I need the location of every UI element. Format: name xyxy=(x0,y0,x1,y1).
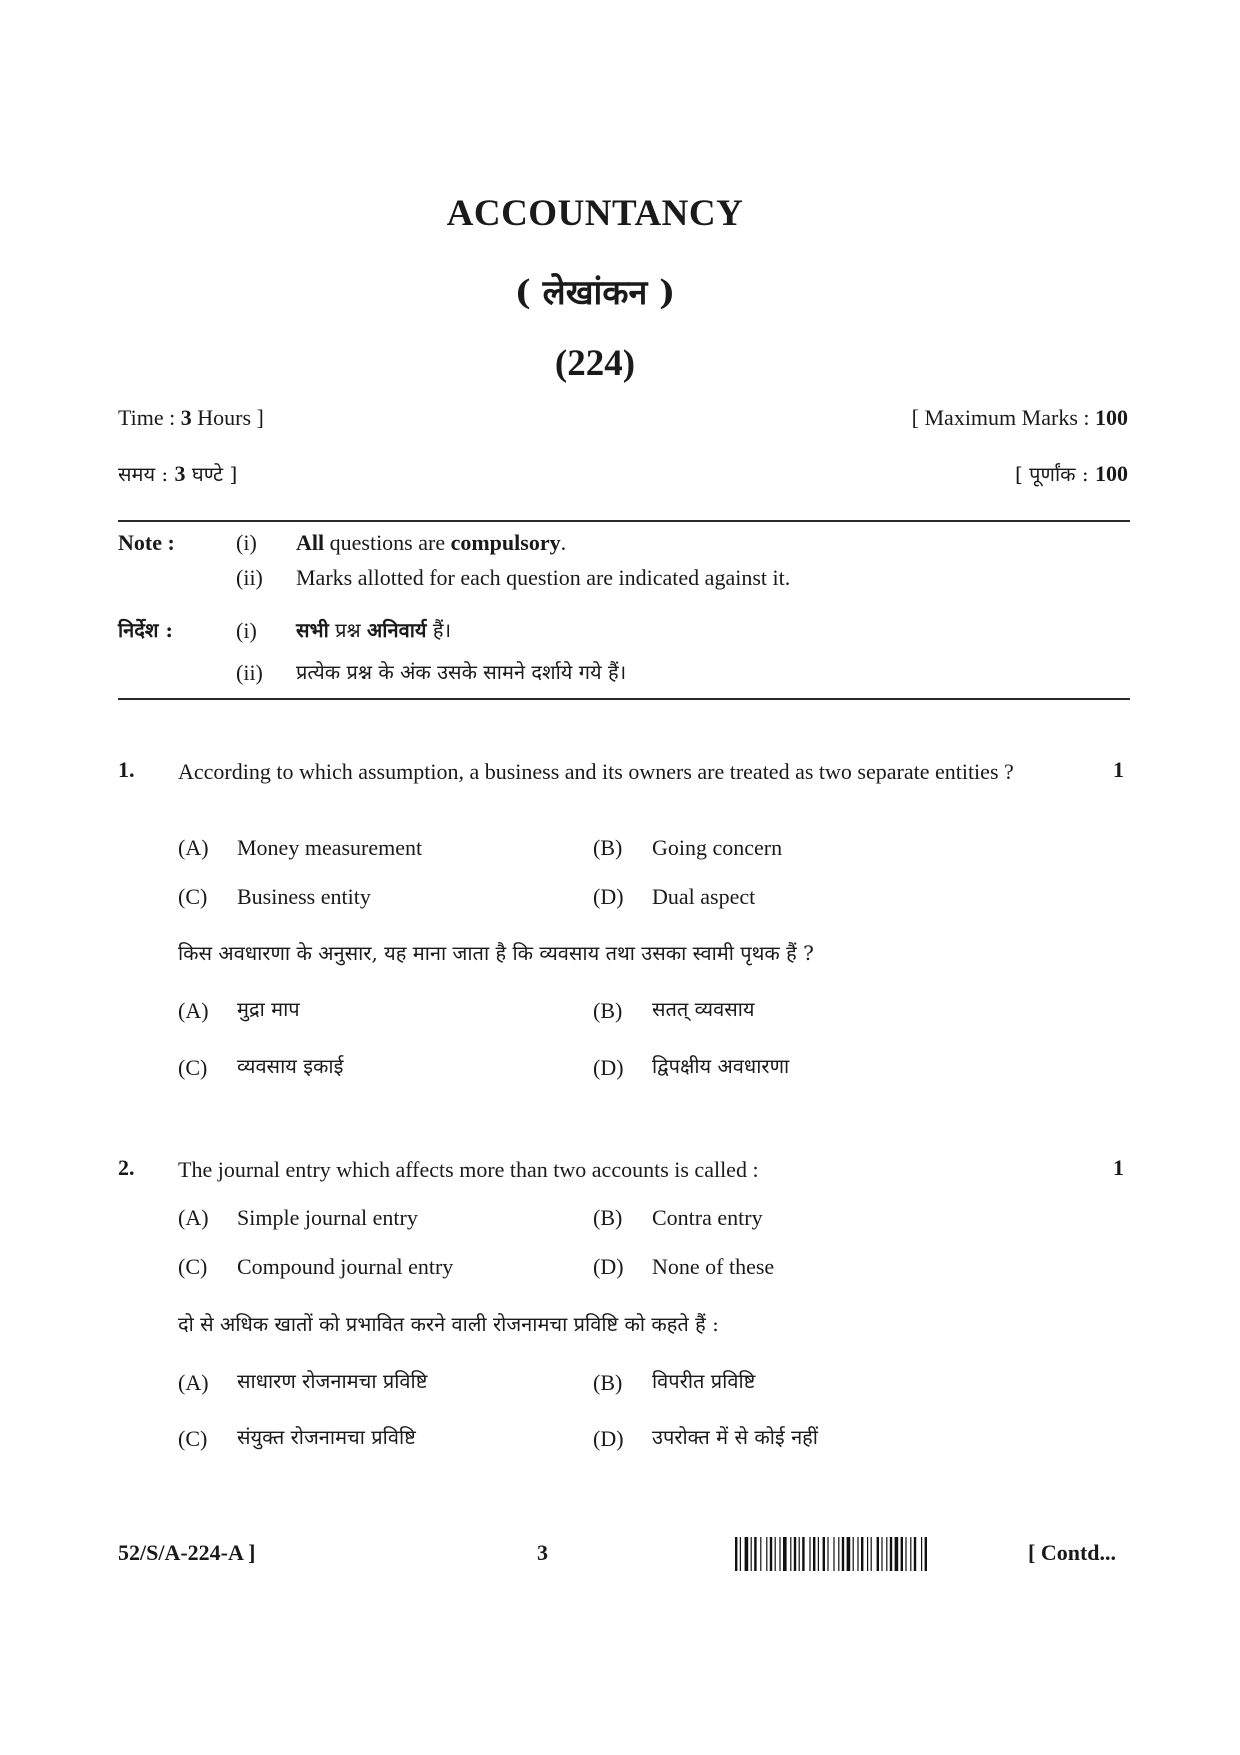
option-label: (A) xyxy=(178,1205,209,1230)
option-text-hi: संयुक्त रोजनामचा प्रविष्टि xyxy=(237,1425,416,1449)
option-label: (B) xyxy=(593,835,623,860)
max-marks-hi: [ पूर्णांक : 100 xyxy=(1015,461,1128,486)
barcode-bar xyxy=(901,1537,903,1571)
barcode-bar xyxy=(877,1537,879,1571)
barcode-bar xyxy=(838,1537,839,1571)
question-marks: 1 xyxy=(1113,757,1124,782)
barcode-bar xyxy=(921,1537,922,1571)
option-label: (D) xyxy=(593,1426,624,1451)
option-text-hi: व्यवसाय इकाई xyxy=(237,1054,344,1078)
option-text-en: Money measurement xyxy=(237,835,423,860)
option-text-en: Going concern xyxy=(652,835,783,860)
question-text-en: According to which assumption, a business and its owners are treated as two separate entities ? xyxy=(178,759,1014,784)
barcode-bar xyxy=(833,1537,834,1571)
contd-label: [ Contd... xyxy=(1028,1540,1117,1565)
question-number: 1. xyxy=(118,757,135,782)
time-en: Time : 3 Hours ] xyxy=(118,405,264,430)
paper-title-en: ACCOUNTANCY xyxy=(446,193,744,234)
paper-code: (224) xyxy=(554,343,636,384)
question-marks: 1 xyxy=(1113,1155,1124,1180)
note-label-en: Note : xyxy=(118,530,175,555)
note-num: (ii) xyxy=(236,660,263,685)
barcode-bar xyxy=(867,1537,868,1571)
option-label: (C) xyxy=(178,884,208,909)
option-label: (D) xyxy=(593,1055,624,1080)
note-item-hi: सभी प्रश्न अनिवार्य हैं। xyxy=(296,618,452,642)
barcode-bar xyxy=(881,1537,882,1571)
barcode-bar xyxy=(842,1537,844,1571)
barcode-icon xyxy=(735,1537,1015,1571)
option-label: (C) xyxy=(178,1055,208,1080)
option-text-en: Simple journal entry xyxy=(237,1205,418,1230)
barcode-bar xyxy=(818,1537,819,1571)
note-item-en: Marks allotted for each question are indicated against it. xyxy=(296,565,791,590)
barcode-bar xyxy=(770,1537,772,1571)
option-label: (D) xyxy=(593,1254,624,1279)
option-text-hi: मुद्रा माप xyxy=(237,997,300,1021)
option-label: (A) xyxy=(178,1370,209,1395)
barcode-bar xyxy=(799,1537,800,1571)
question-text-en: The journal entry which affects more than two accounts is called : xyxy=(178,1157,759,1182)
option-label: (D) xyxy=(593,884,624,909)
barcode-bar xyxy=(766,1537,767,1571)
option-label: (B) xyxy=(593,1370,623,1395)
note-item-hi: प्रत्येक प्रश्न के अंक उसके सामने दर्शाये गये हैं। xyxy=(296,660,627,684)
barcode-bar xyxy=(751,1537,752,1571)
note-num: (i) xyxy=(236,618,257,643)
barcode-bar xyxy=(790,1537,791,1571)
barcode-bar xyxy=(847,1537,851,1571)
barcode-bar xyxy=(740,1537,741,1571)
option-text-en: Compound journal entry xyxy=(237,1254,454,1279)
max-marks-en: [ Maximum Marks : 100 xyxy=(911,405,1128,430)
barcode-bar xyxy=(871,1537,872,1571)
barcode-bar xyxy=(905,1537,906,1571)
barcode-bar xyxy=(853,1537,854,1571)
option-label: (A) xyxy=(178,835,209,860)
bottom-rule xyxy=(118,698,1130,700)
barcode-bar xyxy=(809,1537,810,1571)
barcode-bar xyxy=(760,1537,761,1571)
barcode-bar xyxy=(779,1537,780,1571)
note-item-en: All questions are compulsory. xyxy=(296,530,567,555)
note-label-hi: निर्देश : xyxy=(118,618,173,642)
option-label: (A) xyxy=(178,998,209,1023)
question-text-hi: किस अवधारणा के अनुसार, यह माना जाता है कि व्यवसाय तथा उसका स्वामी पृथक हैं ? xyxy=(178,941,814,965)
option-text-en: Dual aspect xyxy=(652,884,756,909)
barcode-bar xyxy=(823,1537,825,1571)
barcode-bar xyxy=(890,1537,892,1571)
barcode-bar xyxy=(745,1537,749,1571)
barcode-bar xyxy=(895,1537,899,1571)
top-rule xyxy=(118,520,1130,522)
option-label: (C) xyxy=(178,1426,208,1451)
paper-code-footer: 52/S/A-224-A ] xyxy=(118,1540,256,1565)
question-text-hi: दो से अधिक खातों को प्रभावित करने वाली रोजनामचा प्रविष्टि को कहते हैं : xyxy=(178,1312,719,1336)
option-label: (B) xyxy=(593,998,623,1023)
barcode-bar xyxy=(802,1537,804,1571)
barcode-bar xyxy=(910,1537,911,1571)
note-num: (ii) xyxy=(236,565,263,590)
paper-title-hi: ( लेखांकन ) xyxy=(514,273,676,313)
question-number: 2. xyxy=(118,1155,135,1180)
note-num: (i) xyxy=(236,530,257,555)
time-hi: समय : 3 घण्टे ] xyxy=(118,461,238,486)
option-text-hi: उपरोक्त में से कोई नहीं xyxy=(652,1425,818,1449)
barcode-bar xyxy=(794,1537,796,1571)
option-label: (C) xyxy=(178,1254,208,1279)
option-text-hi: विपरीत प्रविष्टि xyxy=(652,1369,756,1393)
option-label: (B) xyxy=(593,1205,623,1230)
barcode-bar xyxy=(775,1537,776,1571)
barcode-bar xyxy=(783,1537,787,1571)
option-text-en: Contra entry xyxy=(652,1205,763,1230)
barcode-bar xyxy=(754,1537,756,1571)
barcode-bar xyxy=(813,1537,815,1571)
barcode-bar xyxy=(735,1537,737,1571)
barcode-bar xyxy=(886,1537,887,1571)
option-text-hi: साधारण रोजनामचा प्रविष्टि xyxy=(237,1369,428,1393)
option-text-en: Business entity xyxy=(237,884,371,909)
option-text-en: None of these xyxy=(652,1254,775,1279)
barcode-bar xyxy=(827,1537,828,1571)
barcode-bar xyxy=(857,1537,858,1571)
page-number: 3 xyxy=(537,1540,548,1565)
barcode-bar xyxy=(861,1537,863,1571)
option-text-hi: सतत् व्यवसाय xyxy=(652,997,755,1021)
barcode-bar xyxy=(914,1537,916,1571)
option-text-hi: द्विपक्षीय अवधारणा xyxy=(652,1054,790,1078)
barcode-bar xyxy=(925,1537,927,1571)
